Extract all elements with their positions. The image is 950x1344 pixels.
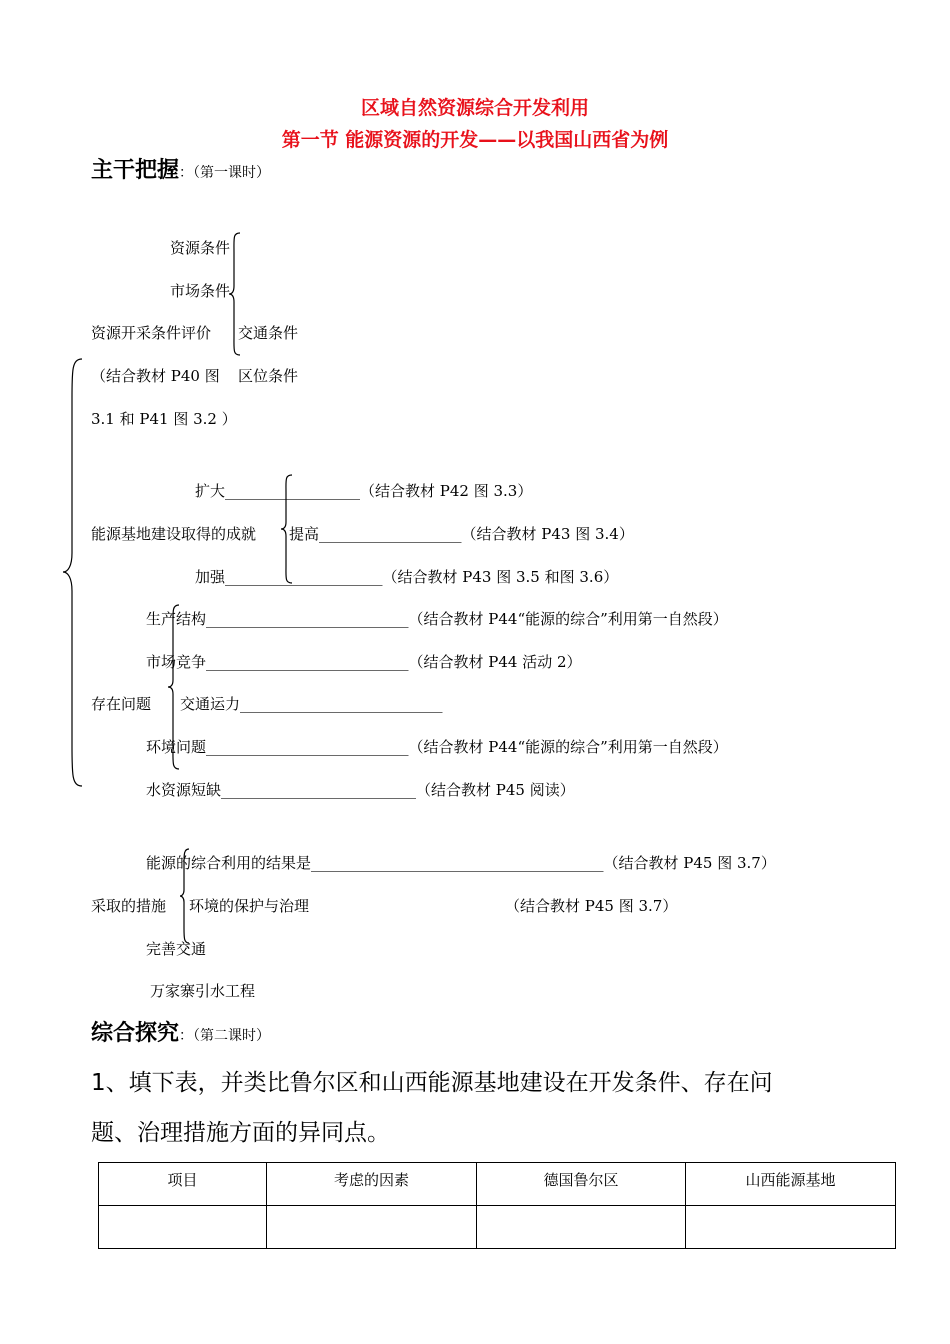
table-header-factors: 考虑的因素 — [333, 1171, 409, 1189]
section-heading-sep: ： — [179, 165, 194, 181]
eval-item-location: 区位条件 — [238, 367, 299, 385]
eval-label: 资源开采条件评价 — [91, 324, 212, 342]
table-header-cell — [99, 1163, 267, 1206]
problem-blank: ___________________________ — [206, 653, 409, 671]
doc-title-line2: 第一节 能源资源的开发——以我国山西省为例 — [281, 129, 669, 151]
measure-item-4: 万家寨引水工程 — [150, 982, 256, 1000]
problem-item-3 — [180, 694, 443, 714]
comparison-table — [98, 1162, 896, 1249]
section-heading-text: 主干把握 — [91, 158, 180, 183]
doc-title-line1: 区域自然资源综合开发利用 — [360, 97, 589, 119]
section-heading-note: （第二课时） — [193, 1028, 271, 1044]
achievement-blank: ___________________ — [319, 525, 462, 543]
achievement-label: 能源基地建设取得的成就 — [91, 525, 257, 543]
measure-item-1 — [146, 853, 776, 873]
table-header-item: 项目 — [167, 1171, 198, 1189]
section-heading-explore — [91, 1019, 270, 1051]
problem-text: 市场竞争 — [146, 653, 207, 671]
problem-ref: （结合教材 P44“能源的综合”利用第一自然段） — [408, 610, 728, 628]
problem-text: 交通运力 — [180, 695, 241, 713]
section-heading-main — [91, 156, 270, 188]
problem-ref: （结合教材 P44 活动 2） — [408, 653, 582, 671]
problem-item-4 — [146, 737, 728, 757]
achievement-text: 提高 — [289, 525, 320, 543]
eval-item-market: 市场条件 — [170, 282, 231, 300]
problem-text: 环境问题 — [146, 738, 207, 756]
eval-item-resource: 资源条件 — [170, 239, 231, 257]
achievement-blank: __________________ — [225, 482, 361, 500]
table-header-cell — [686, 1163, 896, 1206]
problem-blank: ___________________________ — [206, 738, 409, 756]
section-heading-text: 综合探究 — [91, 1021, 180, 1046]
measure-ref: （结合教材 P45 图 3.7） — [603, 854, 776, 872]
problem-ref: （结合教材 P45 阅读） — [416, 781, 575, 799]
table-cell[interactable] — [477, 1206, 686, 1249]
eval-item-transport: 交通条件 — [238, 324, 299, 342]
measure-label: 采取的措施 — [91, 897, 167, 915]
table-cell[interactable] — [99, 1206, 267, 1249]
question-1-line2: 题、治理措施方面的异同点。 — [91, 1120, 390, 1146]
achievement-brace — [280, 474, 294, 584]
table-header-cell — [267, 1163, 477, 1206]
measure-item-2-ref: （结合教材 P45 图 3.7） — [505, 897, 678, 915]
table-cell[interactable] — [686, 1206, 896, 1249]
measure-item-2: 环境的保护与治理 — [189, 897, 310, 915]
measure-item-3: 完善交通 — [146, 940, 207, 958]
question-1-line1: 1、填下表，并类比鲁尔区和山西能源基地建设在开发条件、存在问 — [91, 1070, 773, 1096]
achievement-item-1 — [195, 481, 532, 501]
section-heading-note: （第一课时） — [193, 165, 271, 181]
achievement-item-2 — [289, 524, 634, 544]
problem-blank: __________________________ — [221, 781, 417, 799]
achievement-ref: （结合教材 P43 图 3.4） — [461, 525, 634, 543]
outer-brace — [62, 358, 84, 788]
eval-brace — [228, 232, 242, 356]
table-header-cell — [477, 1163, 686, 1206]
problem-brace — [167, 604, 181, 770]
problem-blank: ___________________________ — [240, 695, 443, 713]
problem-item-1 — [146, 609, 728, 629]
achievement-ref: （结合教材 P42 图 3.3） — [360, 482, 533, 500]
measure-blank: _______________________________________ — [311, 854, 604, 872]
problem-item-2 — [146, 652, 582, 672]
table-header-ruhr: 德国鲁尔区 — [543, 1171, 619, 1189]
achievement-blank: _____________________ — [225, 568, 383, 586]
eval-note-a: （结合教材 P40 图 — [91, 367, 220, 385]
problem-ref: （结合教材 P44“能源的综合”利用第一自然段） — [408, 738, 728, 756]
problem-label: 存在问题 — [91, 695, 152, 713]
table-row — [99, 1206, 896, 1249]
problem-text: 水资源短缺 — [146, 781, 222, 799]
problem-blank: ___________________________ — [206, 610, 409, 628]
table-header-row — [99, 1163, 896, 1206]
section-heading-sep: ： — [179, 1028, 194, 1044]
achievement-text: 加强 — [195, 568, 226, 586]
achievement-ref: （结合教材 P43 图 3.5 和图 3.6） — [382, 568, 619, 586]
problem-text: 生产结构 — [146, 610, 207, 628]
eval-note-b: 3.1 和 P41 图 3.2 ） — [91, 410, 237, 428]
achievement-text: 扩大 — [195, 482, 226, 500]
table-header-shanxi: 山西能源基地 — [745, 1171, 836, 1189]
problem-item-5 — [146, 780, 575, 800]
measure-brace — [179, 848, 191, 944]
measure-text: 能源的综合利用的结果是 — [146, 854, 312, 872]
table-cell[interactable] — [267, 1206, 477, 1249]
achievement-item-3 — [195, 567, 618, 587]
